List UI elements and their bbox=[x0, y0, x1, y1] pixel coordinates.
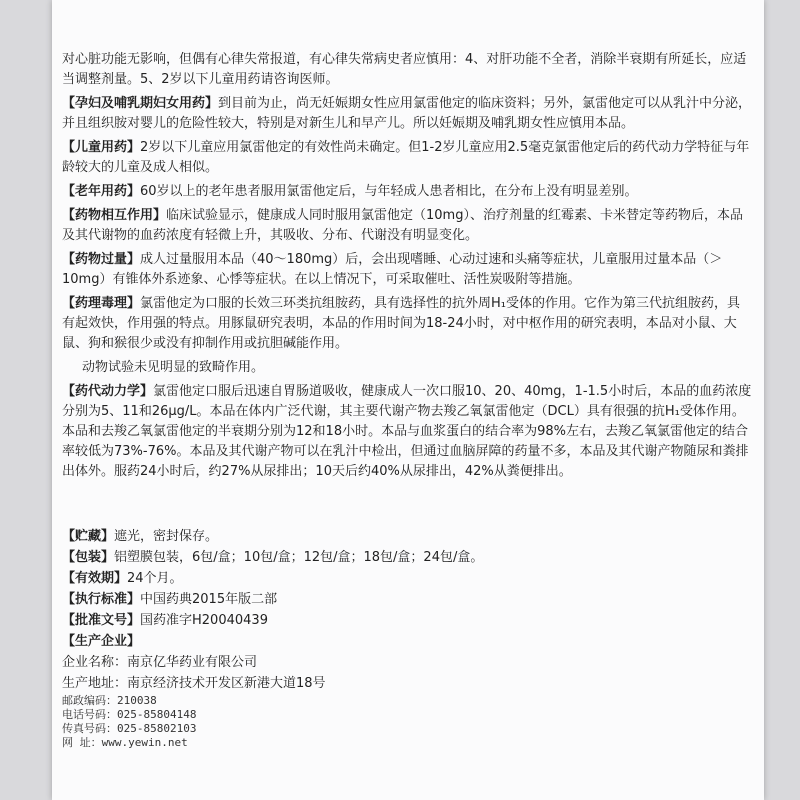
company-address-label: 生产地址： bbox=[62, 676, 128, 691]
meta-label: 【生产企业】 bbox=[62, 634, 141, 649]
section-heading: 【儿童用药】 bbox=[62, 140, 141, 155]
meta-label: 【执行标准】 bbox=[62, 592, 141, 607]
section-heading: 【孕妇及哺乳期妇女用药】 bbox=[62, 96, 219, 111]
section-text: 氯雷他定口服后迅速自胃肠道吸收，健康成人一次口服10、20、40mg，1-1.5小时后，本品的血药浓度分别为5、11和26μg/L。本品在体内广泛代谢，其主要代谢产物去羧乙氧氯雷他定（DCL）具有很强的抗H₁受体作用。本品和去羧乙氧氯雷他定的半衰期分别为12和18小时。本品与血浆蛋白的结合率为98%左右，去羧乙氧氯雷他定的结合率较低为73%-76%。本品及其代谢产物可以在乳汁中检出，但通过血脑屏障的药量不多，本品及其代谢产物随尿和粪排出体外。服药24小时后，约27%从尿排出；10天后约40%从尿排出，42%从粪便排出。 bbox=[62, 384, 752, 479]
contact-postcode: 邮政编码：210038 bbox=[62, 694, 157, 707]
section-text: 到目前为止，尚无妊娠期女性应用氯雷他定的临床资料；另外，氯雷他定可以从乳汁中分泌，并且组织胺对婴儿的危险性较大，特别是对新生儿和早产儿。所以妊娠期及哺乳期女性应慎用本品。 bbox=[62, 96, 752, 131]
meta-label: 【包装】 bbox=[62, 550, 115, 565]
section-heading: 【老年用药】 bbox=[62, 184, 141, 199]
company-name-label: 企业名称： bbox=[62, 655, 128, 670]
meta-storage bbox=[62, 526, 752, 547]
section-heading: 【药理毒理】 bbox=[62, 296, 141, 311]
section-heading: 【药物相互作用】 bbox=[62, 208, 167, 223]
section-interactions bbox=[62, 206, 752, 246]
spacer bbox=[62, 486, 752, 526]
meta-label: 【批准文号】 bbox=[62, 613, 141, 628]
meta-value: 中国药典2015年版二部 bbox=[140, 592, 278, 607]
meta-label: 【有效期】 bbox=[62, 571, 128, 586]
leaflet-content bbox=[62, 50, 752, 750]
company-address-value: 南京经济技术开发区新港大道18号 bbox=[127, 676, 326, 691]
section-pharmacokinetics bbox=[62, 382, 752, 482]
meta-standard bbox=[62, 589, 752, 610]
contact-website: 网 址：www.yewin.net bbox=[62, 736, 188, 749]
section-elderly bbox=[62, 182, 752, 202]
meta-value: 铝塑膜包装，6包/盒；10包/盒；12包/盒；18包/盒；24包/盒。 bbox=[114, 550, 484, 565]
meta-packaging bbox=[62, 547, 752, 568]
meta-value: 遮光，密封保存。 bbox=[114, 529, 219, 544]
section-heading: 【药物过量】 bbox=[62, 252, 141, 267]
section-teratogenicity bbox=[62, 358, 752, 378]
section-text: 成人过量服用本品（40～180mg）后，会出现嗜睡、心动过速和头痛等症状，儿童服用过量本品（＞10mg）有锥体外系迹象、心悸等症状。在以上情况下，可采取催吐、活性炭吸附等措施。 bbox=[62, 252, 723, 287]
meta-approval bbox=[62, 610, 752, 631]
contact-phone: 电话号码：025-85804148 bbox=[62, 708, 197, 721]
section-text: 2岁以下儿童应用氯雷他定的有效性尚未确定。但1-2岁儿童应用2.5毫克氯雷他定后的药代动力学特征与年龄较大的儿童及成人相似。 bbox=[62, 140, 750, 175]
company-name bbox=[62, 652, 752, 673]
section-pregnancy bbox=[62, 94, 752, 134]
section-continuation: 对心脏功能无影响，但偶有心律失常报道，有心律失常病史者应慎用：4、对肝功能不全者，消除半衰期有所延长，应适当调整剂量。5、2岁以下儿童用药请咨询医师。 bbox=[62, 52, 747, 87]
section-overdose bbox=[62, 250, 752, 290]
section-text: 动物试验未见明显的致畸作用。 bbox=[82, 360, 265, 375]
meta-validity bbox=[62, 568, 752, 589]
section-text: 临床试验显示，健康成人同时服用氯雷他定（10mg）、治疗剂量的红霉素、卡米替定等药物后，本品及其代谢物的血药浓度有轻微上升，其吸收、分布、代谢没有明显变化。 bbox=[62, 208, 743, 243]
section-pharmacology bbox=[62, 294, 752, 354]
section-children bbox=[62, 138, 752, 178]
section-text: 60岁以上的老年患者服用氯雷他定后，与年轻成人患者相比，在分布上没有明显差别。 bbox=[140, 184, 638, 199]
company-address bbox=[62, 673, 752, 694]
section-heading: 【药代动力学】 bbox=[62, 384, 154, 399]
meta-manufacturer bbox=[62, 631, 752, 652]
section-text: 氯雷他定为口服的长效三环类抗组胺药，具有选择性的抗外周H₁受体的作用。它作为第三代抗组胺药，具有起效快，作用强的特点。用豚鼠研究表明，本品的作用时间为18-24小时，对中枢作用的研究表明，本品对小鼠、大鼠、狗和猴很少或没有抑制作用或抗胆碱能作用。 bbox=[62, 296, 741, 351]
contact-fax: 传真号码：025-85802103 bbox=[62, 722, 197, 735]
company-name-value: 南京亿华药业有限公司 bbox=[127, 655, 258, 670]
meta-value: 24个月。 bbox=[127, 571, 183, 586]
meta-label: 【贮藏】 bbox=[62, 529, 115, 544]
meta-value: 国药准字H20040439 bbox=[140, 613, 268, 628]
